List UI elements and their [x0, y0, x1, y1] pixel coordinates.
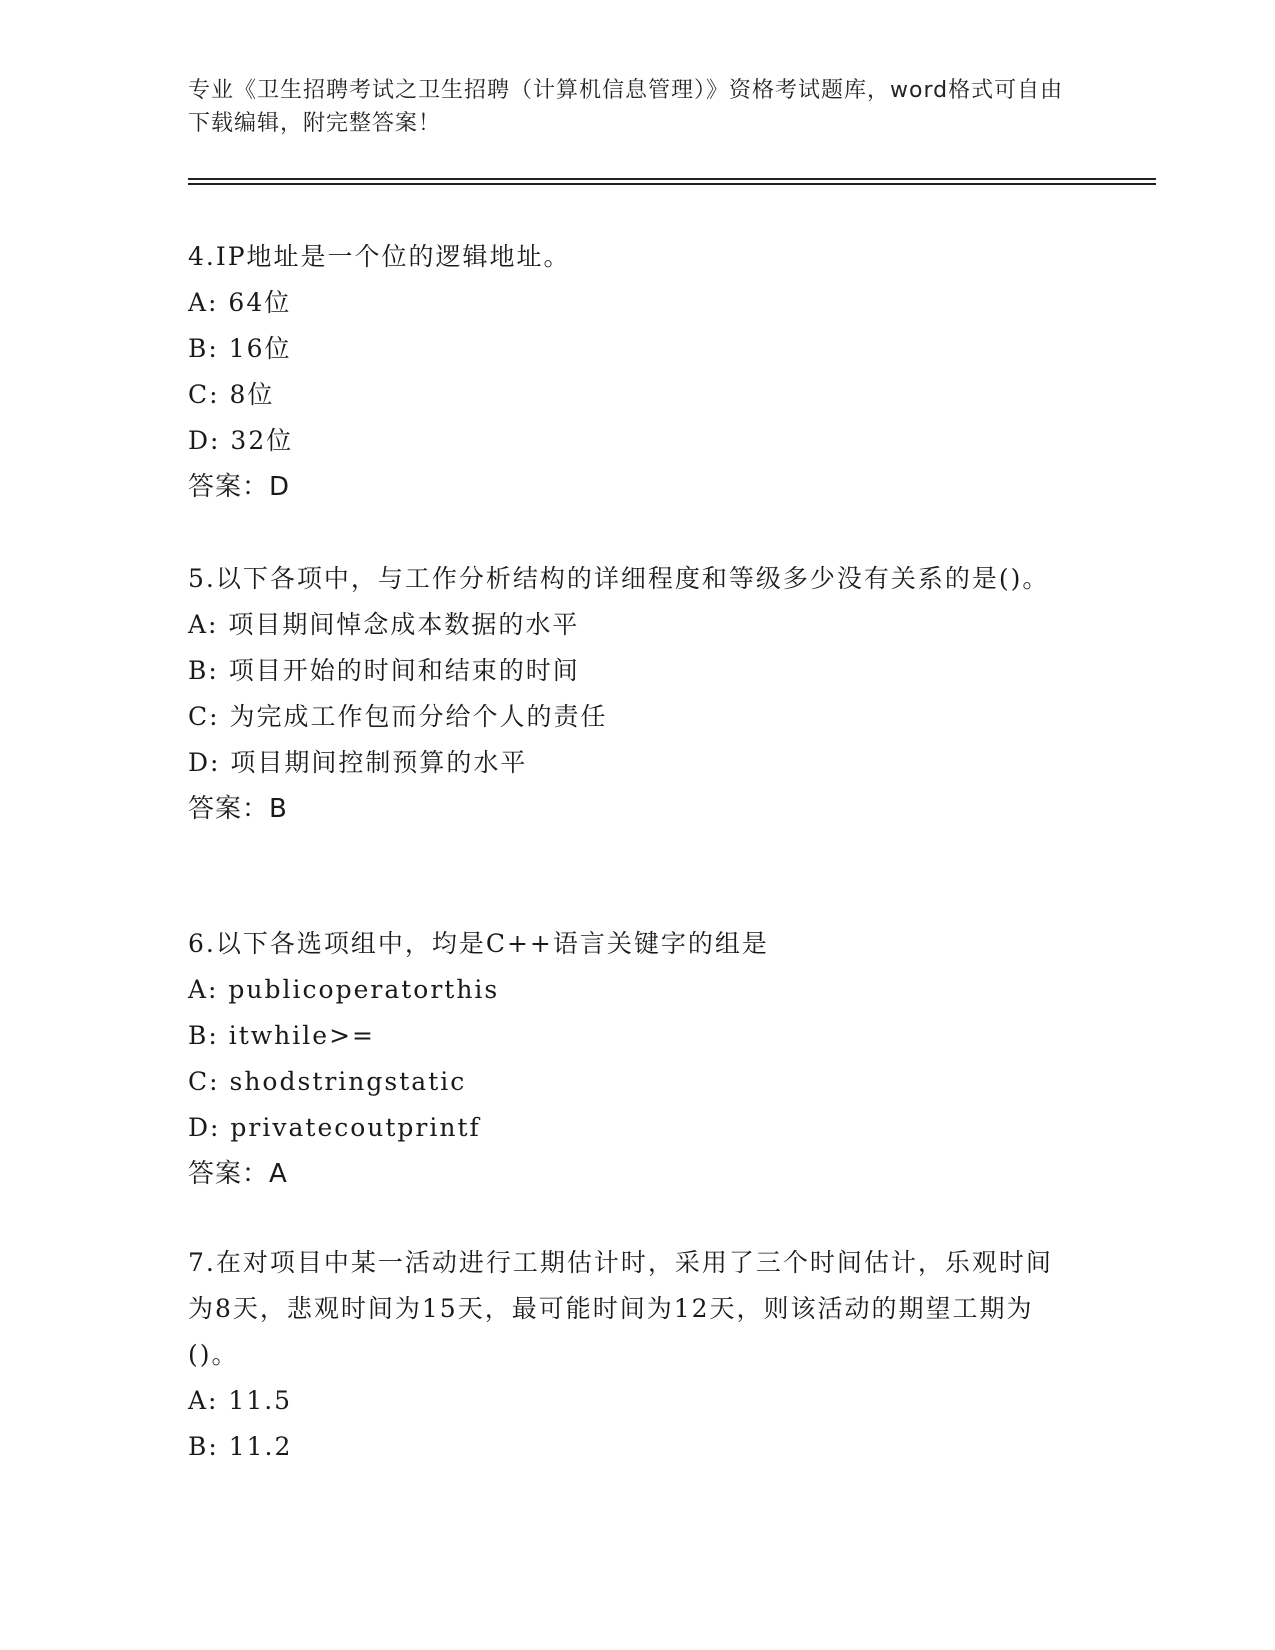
option-a: A: 项目期间悼念成本数据的水平 — [188, 610, 580, 639]
option-a: A: publicoperatorthis — [188, 975, 500, 1004]
option-b: B: itwhile>= — [188, 1021, 375, 1050]
document-header — [188, 74, 1068, 140]
answer-label: 答案： — [188, 1159, 270, 1189]
option-d: D: 项目期间控制预算的水平 — [188, 748, 528, 777]
option-d: D: privatecoutprintf — [188, 1113, 481, 1142]
option-a: A: 64位 — [188, 288, 292, 317]
option-d: D: 32位 — [188, 426, 294, 455]
option-b: B: 16位 — [188, 334, 292, 363]
answer-label: 答案： — [188, 472, 270, 502]
question-text: 5.以下各项中，与工作分析结构的详细程度和等级多少没有关系的是()。 — [188, 564, 1050, 593]
question-text: 4.IP地址是一个位的逻辑地址。 — [188, 242, 571, 271]
question-6 — [188, 921, 1068, 1197]
answer-line — [188, 1151, 1068, 1197]
answer-value: D — [269, 472, 291, 502]
answer-value: A — [269, 1159, 288, 1189]
question-text: 7.在对项目中某一活动进行工期估计时，采用了三个时间估计，乐观时间为8天，悲观时间为15天，最可能时间为12天，则该活动的期望工期为()。 — [188, 1248, 1053, 1369]
question-4 — [188, 234, 1068, 510]
option-c: C: 为完成工作包而分给个人的责任 — [188, 702, 608, 731]
answer-line — [188, 464, 1068, 510]
header-title: 专业《卫生招聘考试之卫生招聘（计算机信息管理）》资格考试题库，word格式可自由下载编辑，附完整答案！ — [188, 78, 1064, 136]
option-b: B: 项目开始的时间和结束的时间 — [188, 656, 580, 685]
answer-line — [188, 786, 1068, 832]
option-c: C: 8位 — [188, 380, 275, 409]
option-c: C: shodstringstatic — [188, 1067, 467, 1096]
question-text: 6.以下各选项组中，均是C++语言关键字的组是 — [188, 929, 769, 958]
answer-label: 答案： — [188, 794, 270, 824]
answer-value: B — [269, 794, 288, 824]
header-divider-top — [188, 178, 1156, 180]
option-a: A: 11.5 — [188, 1386, 293, 1415]
question-7 — [188, 1240, 1068, 1470]
question-5 — [188, 556, 1068, 832]
option-b: B: 11.2 — [188, 1432, 293, 1461]
header-divider-bottom — [188, 183, 1156, 185]
